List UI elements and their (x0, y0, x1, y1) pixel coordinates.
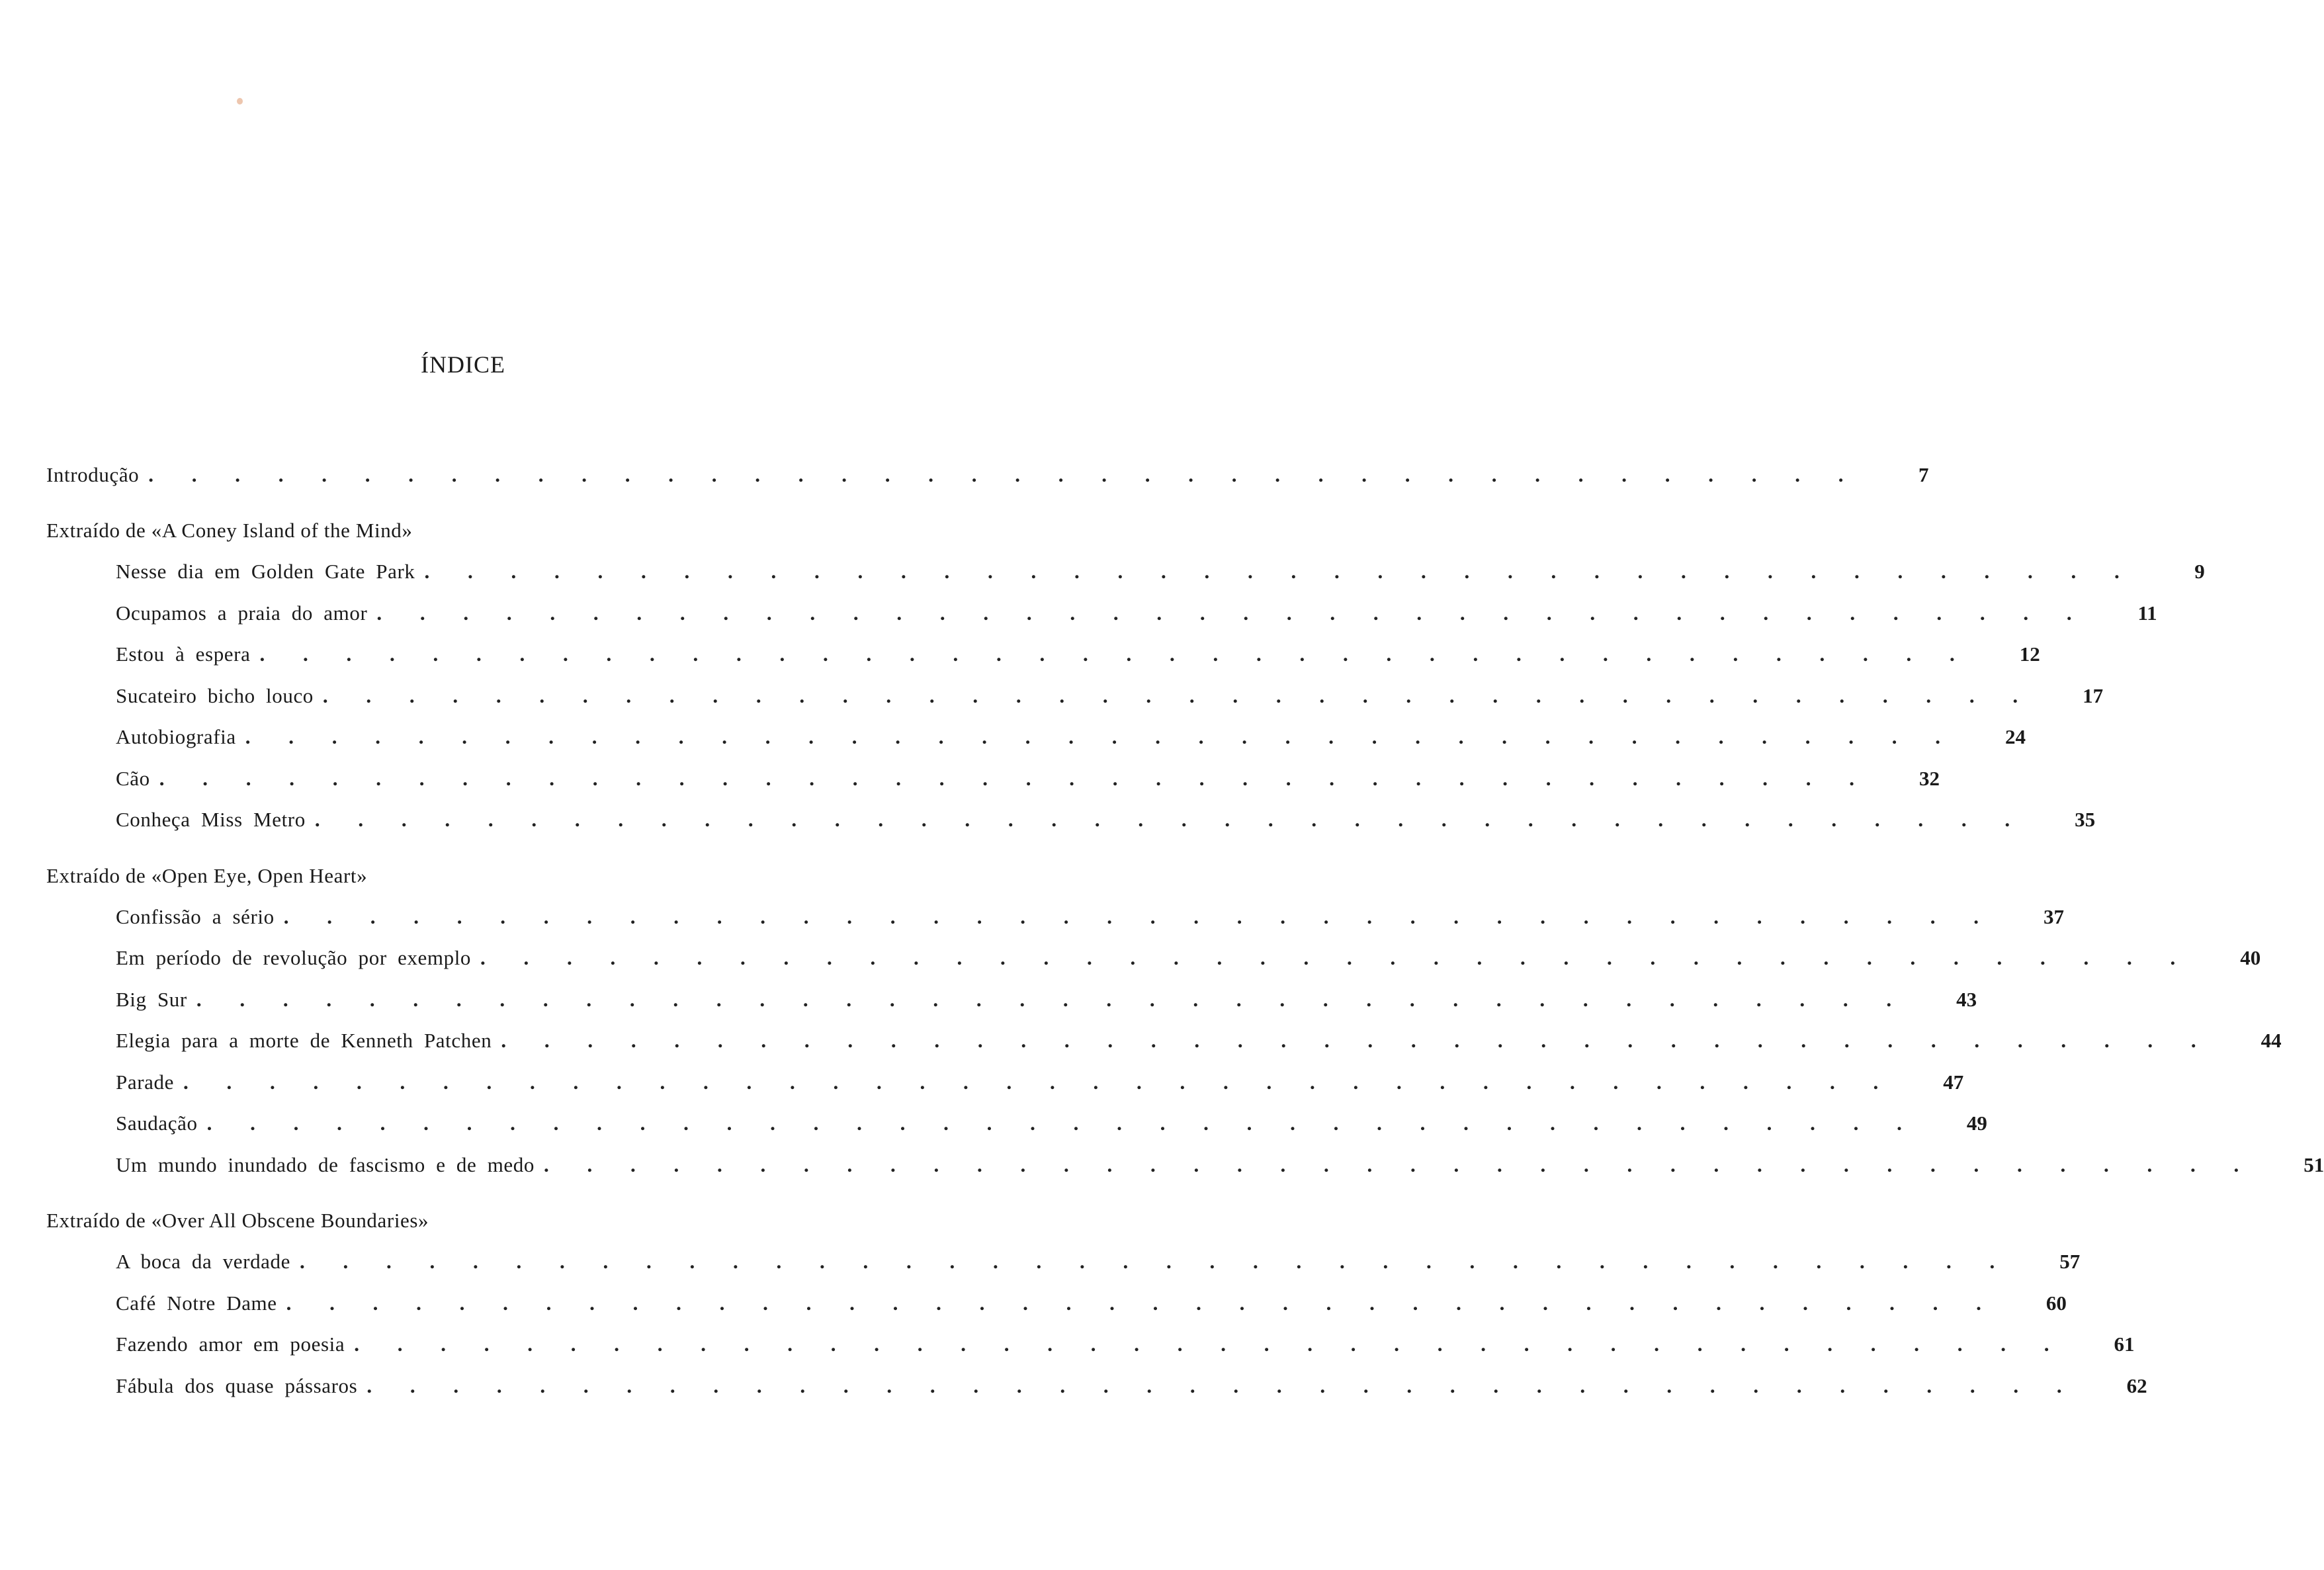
toc-entry-label: Autobiografia (116, 725, 236, 748)
toc-entry-page: 9 (2194, 560, 2205, 583)
toc-entry[interactable] (46, 1291, 2067, 1333)
toc-entry[interactable] (46, 1029, 2282, 1070)
ink-speck (237, 98, 243, 105)
toc-entry-label: A boca da verdade (116, 1250, 291, 1273)
toc-entry[interactable] (46, 725, 2026, 767)
toc-entry[interactable] (46, 946, 2261, 988)
toc-entry-page: 43 (1956, 987, 1977, 1011)
toc-entry-introduction[interactable] (46, 463, 1929, 504)
dot-leader: . . . . . . . . . . . . . . . . . . . . . . . . . . . . . . . . . . . . . . . . (366, 1374, 2079, 1397)
toc-sections (46, 519, 2324, 1415)
toc-entry[interactable] (46, 1112, 1987, 1153)
dot-leader: . . . . . . . . . . . . . . . . . . . . . . . . . . . . . . . . . . . . . . . . (314, 808, 2027, 831)
toc-entry[interactable] (46, 1250, 2081, 1291)
toc-entry-label: Introdução (46, 463, 140, 486)
dot-leader: . . . . . . . . . . . . . . . . . . . . . . . . . . . . . . . . . . . . . . . . (245, 725, 1957, 748)
toc-entry[interactable] (46, 1153, 2324, 1195)
toc-entry-label: Estou à espera (116, 642, 251, 666)
dot-leader: . . . . . . . . . . . . . . . . . . . . . . . . . . . . . . . . . . . . . . . . (286, 1291, 1998, 1315)
toc-entry-label: Sucateiro bicho louco (116, 683, 314, 707)
toc-entry-label: Ocupamos a praia do amor (116, 601, 368, 625)
toc-entry-page: 40 (2240, 946, 2261, 969)
page-title: ÍNDICE (421, 351, 505, 378)
toc-entry-page: 44 (2260, 1029, 2282, 1052)
toc-entry-label: Um mundo inundado de fascismo e de medo (116, 1153, 535, 1176)
dot-leader: . . . . . . . . . . . . . . . . . . . . . . . . . . . . . . . . . . . . . . . . (148, 463, 1860, 486)
toc-entry-label: Fazendo amor em poesia (116, 1332, 345, 1356)
toc-entry-label: Confissão a sério (116, 904, 275, 928)
toc-entry-page: 49 (1966, 1112, 1987, 1135)
table-of-contents (46, 463, 2324, 1415)
dot-leader: . . . . . . . . . . . . . . . . . . . . . . . . . . . . . . . . . . . . . . . . (424, 560, 2136, 583)
toc-entry-label: Cão (116, 766, 150, 790)
dot-leader: . . . . . . . . . . . . . . . . . . . . . . . . . . . . . . . . . . . . . . . . (159, 766, 1871, 790)
dot-leader: . . . . . . . . . . . . . . . . . . . . . . . . . . . . . . . . . . . . . . . . (300, 1250, 2012, 1273)
section-heading: Extraído de «Open Eye, Open Heart» (46, 863, 368, 887)
dot-leader: . . . . . . . . . . . . . . . . . . . . . . . . . . . . . . . . . . . . . . . . (196, 987, 1909, 1011)
section-heading: Extraído de «Over All Obscene Boundaries» (46, 1209, 429, 1232)
toc-entry[interactable] (46, 987, 1977, 1029)
dot-leader: . . . . . . . . . . . . . . . . . . . . . . . . . . . . . . . . . . . . . . . . (543, 1153, 2256, 1176)
toc-entry-page: 7 (1918, 463, 1929, 486)
toc-entry[interactable] (46, 683, 2104, 726)
toc-entry-page: 57 (2059, 1250, 2081, 1273)
toc-entry-label: Conheça Miss Metro (116, 808, 306, 831)
toc-entry-page: 17 (2083, 683, 2104, 707)
toc-entry-page: 62 (2126, 1374, 2147, 1397)
dot-leader: . . . . . . . . . . . . . . . . . . . . . . . . . . . . . . . . . . . . . . . . (480, 946, 2192, 969)
toc-entry[interactable] (46, 601, 2157, 643)
toc-entry[interactable] (46, 1374, 2147, 1416)
dot-leader: . . . . . . . . . . . . . . . . . . . . . . . . . . . . . . . . . . . . . . . . (259, 642, 1971, 666)
toc-entry-label: Big Sur (116, 987, 187, 1011)
toc-entry[interactable] (46, 560, 2205, 601)
dot-leader: . . . . . . . . . . . . . . . . . . . . . . . . . . . . . . . . . . . . . . . . (183, 1070, 1895, 1094)
toc-entry[interactable] (46, 642, 2040, 684)
toc-entry[interactable] (46, 808, 2096, 850)
toc-entry-page: 12 (2019, 642, 2040, 666)
toc-entry-page: 37 (2043, 904, 2064, 928)
toc-entry-label: Café Notre Dame (116, 1291, 277, 1315)
dot-leader: . . . . . . . . . . . . . . . . . . . . . . . . . . . . . . . . . . . . . . . . (354, 1332, 2066, 1356)
dot-leader: . . . . . . . . . . . . . . . . . . . . . . . . . . . . . . . . . . . . . . . . (376, 601, 2088, 625)
toc-entry-page: 60 (2045, 1291, 2067, 1315)
section-heading: Extraído de «A Coney Island of the Mind» (46, 519, 413, 542)
toc-entry[interactable] (46, 904, 2064, 947)
dot-leader: . . . . . . . . . . . . . . . . . . . . . . . . . . . . . . . . . . . . . . . . (322, 683, 2035, 707)
toc-entry[interactable] (46, 1332, 2135, 1374)
toc-entry-label: Elegia para a morte de Kenneth Patchen (116, 1029, 492, 1052)
toc-entry-page: 11 (2137, 601, 2157, 625)
toc-entry-page: 32 (1919, 766, 1940, 790)
toc-entry-label: Saudação (116, 1112, 198, 1135)
toc-entry-page: 47 (1943, 1070, 1964, 1094)
toc-entry-page: 61 (2114, 1332, 2135, 1356)
dot-leader: . . . . . . . . . . . . . . . . . . . . . . . . . . . . . . . . . . . . . . . . (283, 904, 1995, 928)
toc-entry-label: Nesse dia em Golden Gate Park (116, 560, 415, 583)
dot-leader: . . . . . . . . . . . . . . . . . . . . . . . . . . . . . . . . . . . . . . . . (501, 1029, 2213, 1052)
toc-entry-label: Em período de revolução por exemplo (116, 946, 472, 969)
toc-entry-page: 51 (2303, 1153, 2324, 1176)
toc-entry-page: 24 (2004, 725, 2026, 748)
toc-entry-label: Parade (116, 1070, 174, 1094)
toc-entry[interactable] (46, 766, 1940, 808)
toc-entry[interactable] (46, 1070, 1964, 1112)
dot-leader: . . . . . . . . . . . . . . . . . . . . . . . . . . . . . . . . . . . . . . . . (206, 1112, 1918, 1135)
toc-entry-page: 35 (2075, 808, 2096, 831)
toc-entry-label: Fábula dos quase pássaros (116, 1374, 358, 1397)
